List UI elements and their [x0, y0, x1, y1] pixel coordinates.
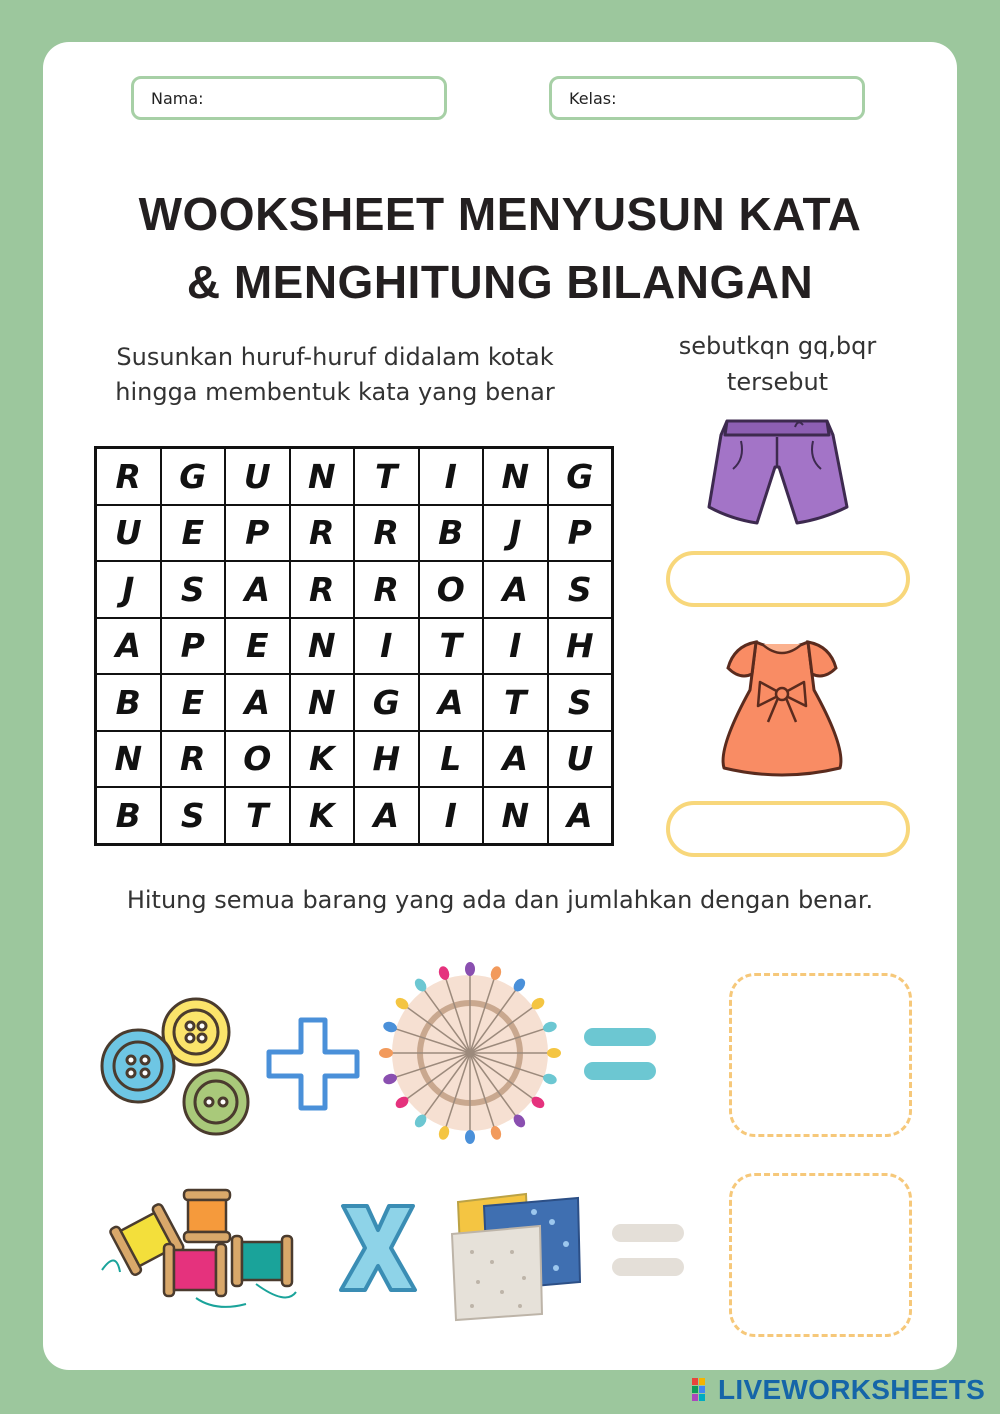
letter-cell[interactable]: I [419, 787, 484, 844]
pincushion-image [375, 958, 565, 1148]
letter-cell[interactable]: A [419, 674, 484, 731]
letter-cell[interactable]: A [225, 561, 290, 618]
letter-cell[interactable]: N [290, 618, 355, 675]
thread-spools-image [96, 1180, 306, 1315]
letter-cell[interactable]: R [290, 561, 355, 618]
letter-cell[interactable]: B [96, 674, 161, 731]
count-instruction: Hitung semua barang yang ada dan jumlahkan dengan benar. [126, 886, 874, 914]
plus-sign-icon [265, 1016, 361, 1112]
class-field[interactable] [549, 76, 865, 120]
page-title-line-1: WOOKSHEET MENYUSUN KATA [138, 188, 862, 240]
arrange-instruction-line-2: hingga membentuk kata yang benar [115, 378, 555, 406]
letter-cell[interactable]: K [290, 787, 355, 844]
shorts-answer-field[interactable] [666, 551, 910, 607]
letter-cell[interactable]: U [548, 731, 613, 788]
letter-cell[interactable]: J [483, 505, 548, 562]
letter-cell[interactable]: G [354, 674, 419, 731]
dress-image [712, 632, 852, 780]
equals-sign-icon [580, 1024, 660, 1086]
letter-grid [94, 446, 614, 846]
product-answer-box[interactable] [729, 1173, 912, 1337]
letter-cell[interactable]: U [96, 505, 161, 562]
letter-cell[interactable]: T [354, 448, 419, 505]
letter-cell[interactable]: A [96, 618, 161, 675]
letter-cell[interactable]: P [225, 505, 290, 562]
letter-cell[interactable]: I [354, 618, 419, 675]
letter-cell[interactable]: B [419, 505, 484, 562]
letter-cell[interactable]: E [161, 505, 226, 562]
name-picture-instruction-line-2: tersebut [726, 368, 829, 396]
letter-cell[interactable]: A [483, 561, 548, 618]
letter-cell[interactable]: A [225, 674, 290, 731]
arrange-instruction-line-1: Susunkan huruf-huruf didalam kotak [116, 343, 554, 371]
letter-cell[interactable]: P [548, 505, 613, 562]
sum-answer-box[interactable] [729, 973, 912, 1137]
shorts-image [705, 415, 850, 530]
letter-cell[interactable]: O [419, 561, 484, 618]
letter-cell[interactable]: R [354, 505, 419, 562]
logo-icon [692, 1378, 714, 1402]
letter-cell[interactable]: G [161, 448, 226, 505]
letter-cell[interactable]: S [161, 561, 226, 618]
letter-cell[interactable]: G [548, 448, 613, 505]
letter-cell[interactable]: N [483, 787, 548, 844]
letter-cell[interactable]: T [483, 674, 548, 731]
letter-cell[interactable]: A [483, 731, 548, 788]
page-title-line-2: & MENGHITUNG BILANGAN [186, 256, 814, 308]
brand-label: LIVEWORKSHEETS [718, 1374, 986, 1405]
letter-cell[interactable]: T [419, 618, 484, 675]
letter-cell[interactable]: I [483, 618, 548, 675]
multiply-sign-icon [333, 1200, 423, 1296]
letter-cell[interactable]: R [161, 731, 226, 788]
letter-cell[interactable]: K [290, 731, 355, 788]
letter-cell[interactable]: H [354, 731, 419, 788]
equals-sign-icon-2 [608, 1220, 688, 1282]
letter-cell[interactable]: U [225, 448, 290, 505]
letter-cell[interactable]: P [161, 618, 226, 675]
letter-cell[interactable]: N [483, 448, 548, 505]
name-picture-instruction-line-1: sebutkqn gq,bqr [678, 332, 877, 360]
letter-cell[interactable]: R [96, 448, 161, 505]
letter-cell[interactable]: R [290, 505, 355, 562]
buttons-image [98, 990, 258, 1140]
letter-cell[interactable]: T [225, 787, 290, 844]
letter-cell[interactable]: E [225, 618, 290, 675]
letter-cell[interactable]: S [161, 787, 226, 844]
letter-cell[interactable]: H [548, 618, 613, 675]
letter-cell[interactable]: R [354, 561, 419, 618]
fabric-swatches-image [448, 1182, 588, 1322]
letter-cell[interactable]: S [548, 561, 613, 618]
letter-cell[interactable]: N [290, 448, 355, 505]
letter-cell[interactable]: L [419, 731, 484, 788]
name-label: Nama: [151, 89, 204, 108]
name-field[interactable] [131, 76, 447, 120]
class-label: Kelas: [569, 89, 617, 108]
letter-cell[interactable]: B [96, 787, 161, 844]
letter-cell[interactable]: N [96, 731, 161, 788]
letter-cell[interactable]: E [161, 674, 226, 731]
letter-cell[interactable]: A [354, 787, 419, 844]
dress-answer-field[interactable] [666, 801, 910, 857]
letter-cell[interactable]: N [290, 674, 355, 731]
letter-cell[interactable]: J [96, 561, 161, 618]
letter-cell[interactable]: I [419, 448, 484, 505]
name-picture-instruction [640, 328, 915, 400]
letter-cell[interactable]: O [225, 731, 290, 788]
liveworksheets-logo[interactable] [692, 1374, 985, 1406]
letter-cell[interactable]: A [548, 787, 613, 844]
letter-cell[interactable]: S [548, 674, 613, 731]
arrange-instruction [70, 340, 600, 410]
